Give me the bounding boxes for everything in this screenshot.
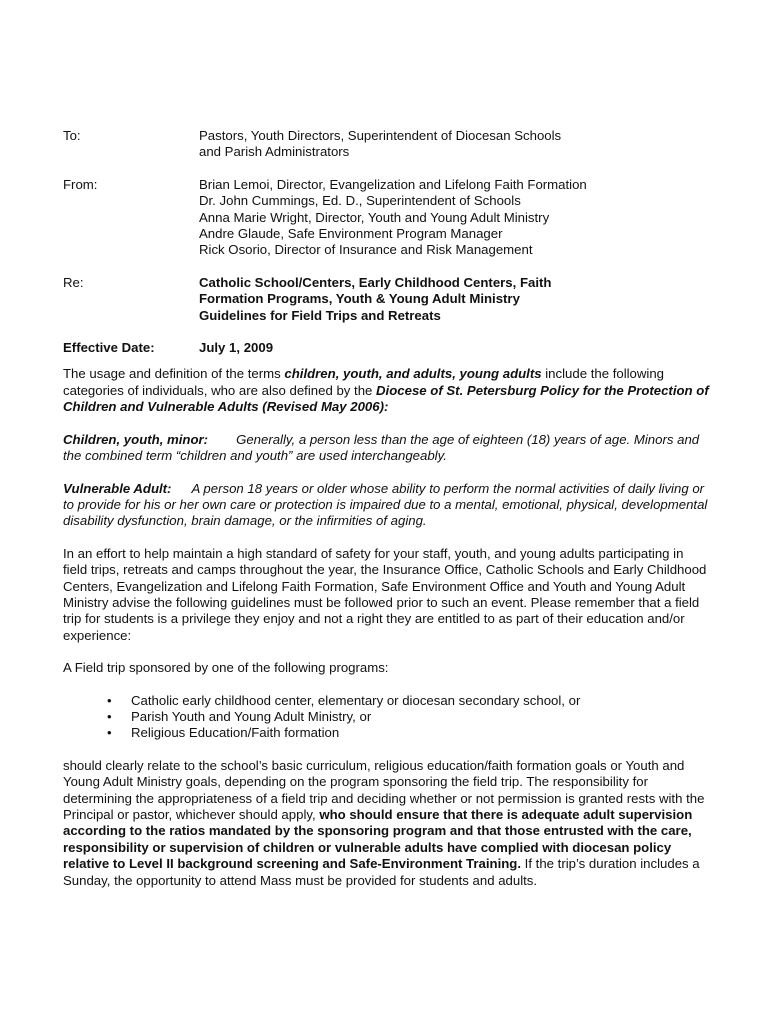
program-list <box>63 693 711 742</box>
re-label: Re: <box>63 274 84 290</box>
intro-text-continued: include the following categories of individuals, who are also defined by the <box>63 366 665 398</box>
intro-text: The usage and definition of the terms <box>63 366 285 382</box>
policy-reference: Diocese of St. Petersburg Policy for the Protection of Children and Vulnerable Adults (Revised May 2006): <box>63 382 709 415</box>
re-subject <box>199 275 551 324</box>
memo-to-row <box>63 128 711 161</box>
sunday-mass-text: If the trip’s duration includes a Sunday, the opportunity to attend Mass must be provided for students and adults. <box>63 856 700 888</box>
children-definition-paragraph <box>63 432 711 465</box>
from-label: From: <box>63 176 98 192</box>
from-line: Dr. John Cummings, Ed. D., Superintendent of Schools <box>199 193 521 209</box>
to-line: and Parish Administrators <box>199 144 350 160</box>
memo-from-row <box>63 177 711 259</box>
list-item-text: Catholic early childhood center, elementary or diocesan secondary school, or <box>131 692 581 708</box>
effective-label: Effective Date: <box>63 340 155 356</box>
from-line: Andre Glaude, Safe Environment Program Manager <box>199 226 503 242</box>
effective-date: July 1, 2009 <box>199 340 274 356</box>
defined-terms: children, youth, and adults, young adults <box>284 366 542 382</box>
re-line: Formation Programs, Youth & Young Adult Ministry <box>199 291 520 307</box>
vulnerable-adult-definition: A person 18 years or older whose ability to perform the normal activities of daily living or to provide for his or her own care or protection is impaired due to a mental, emotional, physical, developmental disability dysfunction, brain damage, or the infirmities of aging. <box>63 480 708 529</box>
children-definition: Generally, a person less than the age of eighteen (18) years of age. Minors and the combined term “children and youth” are used interchangeably. <box>63 431 700 464</box>
re-line: Catholic School/Centers, Early Childhood Centers, Faith <box>199 274 552 290</box>
re-line: Guidelines for Field Trips and Retreats <box>199 307 441 323</box>
list-item-text: Parish Youth and Young Adult Ministry, or <box>131 708 372 724</box>
memo-re-row <box>63 275 711 324</box>
to-recipients <box>199 128 561 161</box>
list-item-text: Religious Education/Faith formation <box>131 725 340 741</box>
memo-document <box>63 128 711 905</box>
vulnerable-adult-definition-paragraph <box>63 481 711 530</box>
field-trip-intro: A Field trip sponsored by one of the following programs: <box>63 660 389 676</box>
supervision-requirement: who should ensure that there is adequate adult supervision according to the ratios mandated by the sponsoring program and that those entrusted with the care, responsibility or supervision of children or vulnerable adults have complied with diocesan policy relative to Level II background screening and Safe-Environment Training. <box>63 807 693 872</box>
from-line: Rick Osorio, Director of Insurance and Risk Management <box>199 242 533 258</box>
vulnerable-adult-term: Vulnerable Adult: <box>63 480 172 496</box>
bullet-icon: • <box>107 725 112 741</box>
children-term: Children, youth, minor: <box>63 431 209 447</box>
definitions-intro-paragraph <box>63 366 711 415</box>
safety-paragraph: In an effort to help maintain a high standard of safety for your staff, youth, and young adults participating in field trips, retreats and camps throughout the year, the Insurance Office, Catholic Schools and Early Childhood Centers, Evangelization and Lifelong Faith Formation, Safe Environment Office and Youth and Young Adult Ministry advise the following guidelines must be followed prior to such an event. Please remember that a field trip for students is a privilege they enjoy and not a right they are entitled to as part of their education and/or experience: <box>63 545 707 643</box>
list-item <box>63 693 711 709</box>
bullet-icon: • <box>107 708 112 724</box>
list-item <box>63 725 711 741</box>
from-line: Anna Marie Wright, Director, Youth and Young Adult Ministry <box>199 209 550 225</box>
bullet-icon: • <box>107 692 112 708</box>
list-item <box>63 709 711 725</box>
from-senders <box>199 177 587 259</box>
responsibility-text: should clearly relate to the school’s basic curriculum, religious education/faith formation goals or Youth and Young Adult Ministry goals, depending on the program sponsoring the field trip. The responsibility for determining the appropriateness of a field trip and deciding whether or not permission is granted rests with the Principal or pastor, whichever should apply, <box>63 757 705 822</box>
to-label: To: <box>63 128 81 143</box>
memo-effective-row <box>63 340 711 356</box>
to-line: Pastors, Youth Directors, Superintendent of Diocesan Schools <box>199 128 562 143</box>
responsibility-paragraph <box>63 758 711 889</box>
from-line: Brian Lemoi, Director, Evangelization and Lifelong Faith Formation <box>199 176 587 192</box>
